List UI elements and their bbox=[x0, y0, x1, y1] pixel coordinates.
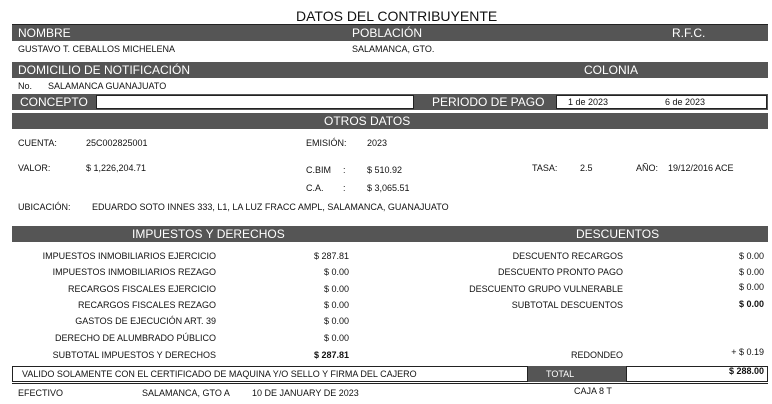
impuestos-subtotal-value: $ 287.81 bbox=[314, 350, 350, 360]
poblacion-label: POBLACIÓN bbox=[352, 26, 423, 40]
nombre-label: NOMBRE bbox=[18, 26, 71, 40]
cbim-label: C.BIM bbox=[306, 165, 332, 175]
impuesto-row-amount: $ 287.81 bbox=[314, 251, 350, 261]
colonia-label: COLONIA bbox=[584, 63, 639, 77]
descuento-row-amount: $ 0.00 bbox=[738, 282, 764, 292]
ca-label: C.A. bbox=[306, 183, 324, 193]
impuesto-row-amount: $ 0.00 bbox=[324, 284, 350, 294]
ca-value: $ 3,065.51 bbox=[367, 183, 410, 193]
impuesto-row-label: IMPUESTOS INMOBILIARIOS REZAGO bbox=[52, 267, 216, 277]
impuestos-descuentos-header-bar bbox=[12, 226, 768, 242]
valor-value: $ 1,226,204.71 bbox=[86, 163, 147, 173]
concepto-label: CONCEPTO bbox=[20, 95, 88, 109]
contributor-header-bar bbox=[12, 25, 768, 41]
domicilio-no-label: No. bbox=[18, 81, 33, 91]
periodo-inicio: 1 de 2023 bbox=[568, 97, 609, 107]
descuentos-subtotal-value: $ 0.00 bbox=[738, 299, 764, 309]
impuesto-row-label: RECARGOS FISCALES REZAGO bbox=[77, 300, 216, 310]
domicilio-label: DOMICILIO DE NOTIFICACIÓN bbox=[18, 63, 191, 77]
redondeo-value: + $ 0.19 bbox=[731, 347, 764, 357]
descuento-row-label: DESCUENTO RECARGOS bbox=[512, 251, 623, 261]
impuesto-row-label: IMPUESTOS INMOBILIARIOS EJERCICIO bbox=[42, 251, 216, 261]
caja-value: CAJA 8 T bbox=[574, 386, 612, 396]
impuesto-row-amount: $ 0.00 bbox=[324, 267, 350, 277]
impuesto-row-amount: $ 0.00 bbox=[324, 316, 350, 326]
ubicacion-label: UBICACIÓN: bbox=[18, 202, 71, 212]
tasa-value: 2.5 bbox=[580, 163, 593, 173]
cuenta-label: CUENTA: bbox=[18, 138, 57, 148]
concepto-value-box bbox=[96, 95, 414, 109]
total-label-bar bbox=[528, 366, 626, 382]
descuento-row-amount: $ 0.00 bbox=[738, 251, 764, 261]
otros-datos-title: OTROS DATOS bbox=[324, 114, 411, 128]
efectivo-label: EFECTIVO bbox=[18, 388, 64, 398]
periodo-label: PERIODO DE PAGO bbox=[432, 95, 545, 109]
total-value: $ 288.00 bbox=[728, 366, 764, 376]
cbim-separator: : bbox=[343, 165, 346, 175]
valido-text: VALIDO SOLAMENTE CON EL CERTIFICADO DE MAQUINA Y/O SELLO Y FIRMA DEL CAJERO bbox=[22, 369, 417, 379]
impuestos-title: IMPUESTOS Y DERECHOS bbox=[132, 227, 285, 241]
impuesto-row-label: DERECHO DE ALUMBRADO PÚBLICO bbox=[54, 333, 216, 343]
descuentos-subtotal-label: SUBTOTAL DESCUENTOS bbox=[511, 300, 623, 310]
descuento-row-label: DESCUENTO PRONTO PAGO bbox=[497, 267, 623, 277]
periodo-fin: 6 de 2023 bbox=[665, 97, 706, 107]
footer-divider bbox=[12, 383, 768, 384]
cbim-value: $ 510.92 bbox=[367, 165, 403, 175]
impuestos-subtotal-label: SUBTOTAL IMPUESTOS Y DERECHOS bbox=[52, 350, 216, 360]
document-title: DATOS DEL CONTRIBUYENTE bbox=[296, 8, 498, 24]
valor-label: VALOR: bbox=[18, 163, 51, 173]
descuento-row-label: DESCUENTO GRUPO VULNERABLE bbox=[469, 284, 623, 294]
impuesto-row-amount: $ 0.00 bbox=[324, 300, 350, 310]
domicilio-value: SALAMANCA GUANAJUATO bbox=[48, 81, 167, 91]
emision-label: EMISIÓN: bbox=[306, 138, 347, 148]
fecha-value: 10 DE JANUARY DE 2023 bbox=[252, 388, 359, 398]
redondeo-label: REDONDEO bbox=[570, 350, 623, 360]
impuesto-row-label: GASTOS DE EJECUCIÓN ART. 39 bbox=[75, 316, 216, 326]
poblacion-value: SALAMANCA, GTO. bbox=[352, 44, 435, 54]
anio-value: 19/12/2016 ACE bbox=[668, 163, 734, 173]
tasa-label: TASA: bbox=[532, 163, 558, 173]
ubicacion-value: EDUARDO SOTO INNES 333, L1, LA LUZ FRACC AMPL, SALAMANCA, GUANAJUATO bbox=[92, 202, 449, 212]
impuesto-row-amount: $ 0.00 bbox=[324, 333, 350, 343]
total-label: TOTAL bbox=[546, 369, 575, 379]
descuento-row-amount: $ 0.00 bbox=[738, 267, 764, 277]
domicilio-header-bar bbox=[12, 62, 768, 78]
nombre-value: GUSTAVO T. CEBALLOS MICHELENA bbox=[18, 44, 176, 54]
descuentos-title: DESCUENTOS bbox=[576, 227, 660, 241]
emision-value: 2023 bbox=[367, 138, 388, 148]
impuesto-row-label: RECARGOS FISCALES EJERCICIO bbox=[67, 284, 216, 294]
rfc-label: R.F.C. bbox=[672, 26, 706, 40]
otros-datos-header-bar bbox=[12, 113, 768, 129]
ca-separator: : bbox=[343, 183, 346, 193]
cuenta-value: 25C002825001 bbox=[86, 138, 148, 148]
lugar-value: SALAMANCA, GTO A bbox=[142, 388, 230, 398]
anio-label: AÑO: bbox=[636, 163, 659, 173]
